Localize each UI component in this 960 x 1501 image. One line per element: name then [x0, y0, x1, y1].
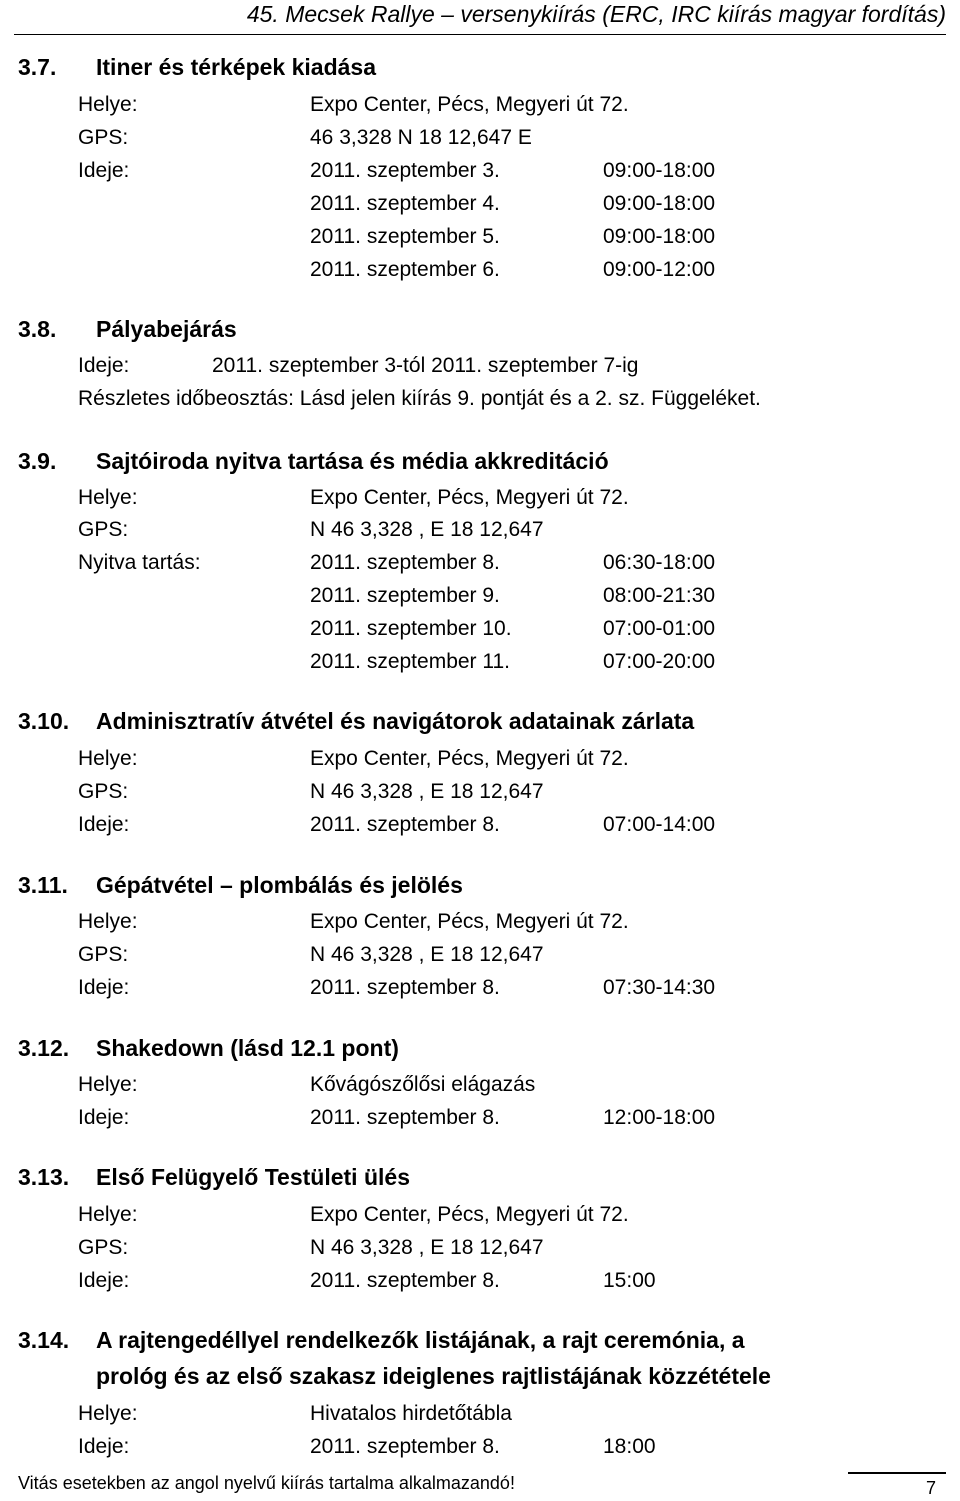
section-number: 3.7.	[18, 54, 57, 80]
field-value: 2011. szeptember 3-tól 2011. szeptember 7-ig	[212, 354, 639, 377]
section-heading: Pályabejárás	[96, 316, 237, 342]
field-value: Expo Center, Pécs, Megyeri út 72.	[310, 486, 629, 509]
field-label: GPS:	[78, 943, 129, 966]
schedule-date: 2011. szeptember 8.	[310, 1269, 500, 1292]
section-3-12-title	[18, 1035, 399, 1062]
field-label: Helye:	[78, 910, 138, 933]
section-number: 3.14.	[18, 1327, 70, 1353]
schedule-date: 2011. szeptember 8.	[310, 551, 500, 574]
field-value: Expo Center, Pécs, Megyeri út 72.	[310, 93, 629, 116]
field-label: Ideje:	[78, 1106, 130, 1129]
field-value: N 46 3,328 , E 18 12,647	[310, 1236, 544, 1259]
schedule-time: 15:00	[603, 1269, 656, 1292]
schedule-date: 2011. szeptember 8.	[310, 813, 500, 836]
field-label: Ideje:	[78, 813, 130, 836]
section-heading: Sajtóiroda nyitva tartása és média akkreditáció	[96, 448, 609, 474]
field-value: 46 3,328 N 18 12,647 E	[310, 126, 532, 149]
field-value: Expo Center, Pécs, Megyeri út 72.	[310, 910, 629, 933]
section-3-11-title	[18, 872, 463, 899]
field-value: Expo Center, Pécs, Megyeri út 72.	[310, 1203, 629, 1226]
field-label: Ideje:	[78, 976, 130, 999]
section-3-14-title	[18, 1327, 745, 1354]
section-number: 3.10.	[18, 708, 70, 734]
schedule-time: 09:00-18:00	[603, 225, 716, 248]
schedule-date: 2011. szeptember 10.	[310, 617, 512, 640]
section-heading-continued: prológ és az első szakasz ideiglenes rajtlistájának közzététele	[96, 1363, 771, 1389]
schedule-date: 2011. szeptember 8.	[310, 1106, 500, 1129]
section-heading: Itiner és térképek kiadása	[96, 54, 376, 80]
field-label: Helye:	[78, 93, 138, 116]
schedule-time: 09:00-18:00	[603, 192, 716, 215]
field-label: Ideje:	[78, 1269, 130, 1292]
schedule-date: 2011. szeptember 8.	[310, 976, 500, 999]
schedule-time: 07:00-20:00	[603, 650, 716, 673]
field-label: GPS:	[78, 1236, 129, 1259]
field-label: Helye:	[78, 1402, 138, 1425]
field-label: Helye:	[78, 1073, 138, 1096]
details-text: Részletes időbeosztás: Lásd jelen kiírás 9. pontját és a 2. sz. Függeléket.	[78, 387, 761, 410]
section-number: 3.11.	[18, 872, 68, 898]
section-number: 3.8.	[18, 316, 57, 342]
field-label: Ideje:	[78, 159, 130, 182]
field-label: Nyitva tartás:	[78, 551, 201, 574]
section-3-7-title	[18, 54, 376, 81]
schedule-time: 07:00-14:00	[603, 813, 716, 836]
section-3-13-title	[18, 1164, 410, 1191]
field-value: N 46 3,328 , E 18 12,647	[310, 943, 544, 966]
field-label: Helye:	[78, 747, 138, 770]
header-rule	[14, 34, 946, 35]
document-header: 45. Mecsek Rallye – versenykiírás (ERC, IRC kiírás magyar fordítás)	[246, 1, 946, 27]
field-label: GPS:	[78, 126, 129, 149]
section-heading: Adminisztratív átvétel és navigátorok adatainak zárlata	[96, 708, 695, 734]
schedule-date: 2011. szeptember 3.	[310, 159, 500, 182]
section-3-8-title	[18, 316, 237, 343]
schedule-time: 08:00-21:30	[603, 584, 716, 607]
field-value: N 46 3,328 , E 18 12,647	[310, 518, 544, 541]
field-value: Kővágószőlősi elágazás	[310, 1073, 536, 1096]
field-label: Ideje:	[78, 1435, 130, 1458]
section-number: 3.12.	[18, 1035, 70, 1061]
schedule-time: 09:00-12:00	[603, 258, 716, 281]
schedule-time: 09:00-18:00	[603, 159, 716, 182]
schedule-date: 2011. szeptember 9.	[310, 584, 500, 607]
schedule-time: 07:00-01:00	[603, 617, 716, 640]
schedule-time: 06:30-18:00	[603, 551, 716, 574]
section-number: 3.9.	[18, 448, 57, 474]
schedule-time: 18:00	[603, 1435, 656, 1458]
section-heading: A rajtengedéllyel rendelkezők listájának, a rajt ceremónia, a	[96, 1327, 745, 1353]
schedule-time: 07:30-14:30	[603, 976, 716, 999]
field-label: GPS:	[78, 780, 129, 803]
field-value: Hivatalos hirdetőtábla	[310, 1402, 512, 1425]
section-heading: Shakedown (lásd 12.1 pont)	[96, 1035, 399, 1061]
section-3-10-title	[18, 708, 695, 735]
section-3-9-title	[18, 448, 609, 475]
schedule-date: 2011. szeptember 4.	[310, 192, 500, 215]
section-number: 3.13.	[18, 1164, 70, 1190]
field-value: Expo Center, Pécs, Megyeri út 72.	[310, 747, 629, 770]
section-heading: Gépátvétel – plombálás és jelölés	[96, 872, 463, 898]
schedule-date: 2011. szeptember 8.	[310, 1435, 500, 1458]
footer-note: Vitás esetekben az angol nyelvű kiírás tartalma alkalmazandó!	[18, 1473, 515, 1493]
field-label: Ideje:	[78, 354, 130, 377]
schedule-date: 2011. szeptember 6.	[310, 258, 500, 281]
field-label: GPS:	[78, 518, 129, 541]
schedule-date: 2011. szeptember 11.	[310, 650, 511, 673]
field-label: Helye:	[78, 1203, 138, 1226]
schedule-date: 2011. szeptember 5.	[310, 225, 500, 248]
section-heading: Első Felügyelő Testületi ülés	[96, 1164, 410, 1190]
field-label: Helye:	[78, 486, 138, 509]
field-value: N 46 3,328 , E 18 12,647	[310, 780, 544, 803]
page-number: 7	[926, 1478, 937, 1498]
page-number-rule	[848, 1472, 946, 1474]
schedule-time: 12:00-18:00	[603, 1106, 716, 1129]
